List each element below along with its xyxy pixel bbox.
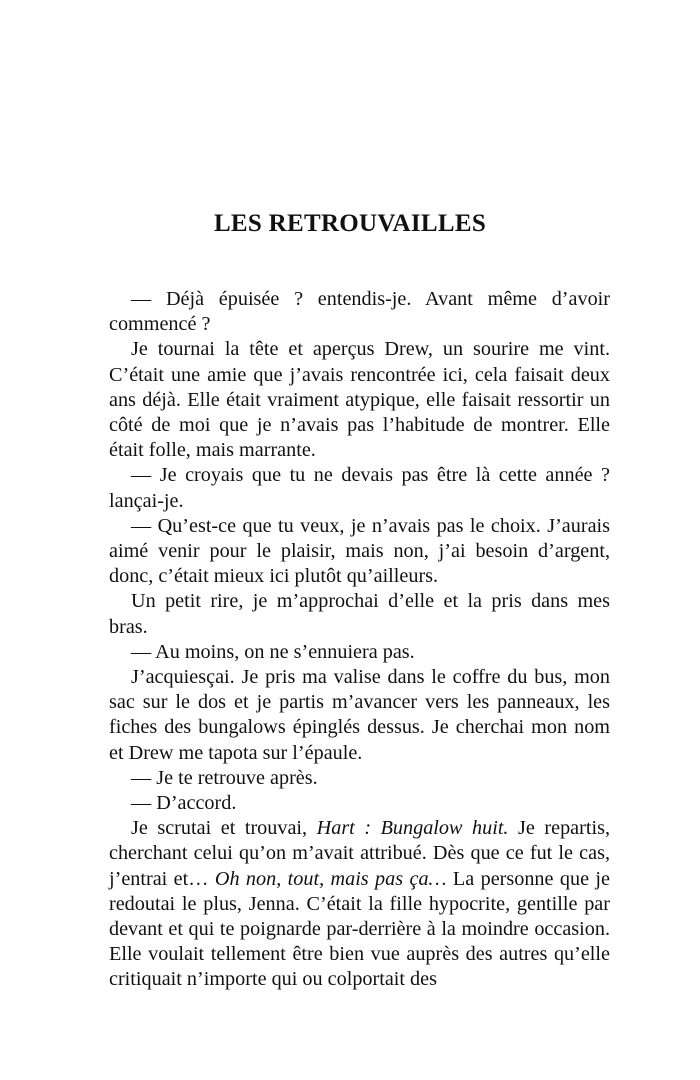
text-run: La personne que je redoutai le plus, Jenna. C’était la fille hypocrite, gentille par devant et qui te poignarde par-derrière à la moindre occasion. Elle voulait tellement être bien vue auprès des autres qu’elle critiquait n’importe qui ou colportait des — [109, 867, 611, 991]
paragraph: — Qu’est-ce que tu veux, je n’avais pas le choix. J’aurais aimé venir pour le plaisir, mais non, j’ai besoin d’argent, donc, c’était mieux ici plutôt qu’ailleurs. — [109, 514, 610, 588]
paragraph: — D’accord. — [131, 792, 237, 815]
paragraph: — Je croyais que tu ne devais pas être là cette année ? lançai-je. — [109, 464, 610, 512]
italic-inner-thought: Oh non, tout, mais pas ça… — [214, 867, 447, 890]
italic-bungalow-label: Hart : Bungalow huit. — [316, 817, 509, 840]
body-text — [109, 287, 610, 993]
paragraph: — Déjà épuisée ? entendis-je. Avant même d’avoir commencé ? — [109, 288, 610, 336]
paragraph: J’acquiesçai. Je pris ma valise dans le coffre du bus, mon sac sur le dos et je partis m’avancer vers les panneaux, les fiches des bungalows épinglés dessus. Je cherchai mon nom et Drew me tapota sur l’épaule. — [109, 666, 610, 764]
paragraph: Je tournai la tête et aperçus Drew, un sourire me vint. C’était une amie que j’avais rencontrée ici, cela faisait deux ans déjà. Elle était vraiment atypique, elle faisait ressortir un côté de moi que je n’avais pas l’habitude de montrer. Elle était folle, mais marrante. — [109, 338, 610, 462]
text-run: Je repartis, cherchant celui qu’on m’avait attribué. Dès que ce fut le cas, j’entrai et… — [109, 817, 610, 890]
paragraph: Un petit rire, je m’approchai d’elle et la pris dans mes bras. — [109, 590, 610, 638]
paragraph: — Je te retrouve après. — [131, 766, 318, 789]
text-run: Je scrutai et trouvai, — [131, 817, 317, 840]
chapter-title: LES RETROUVAILLES — [213, 210, 487, 237]
paragraph-with-italics — [109, 816, 610, 992]
paragraph: — Au moins, on ne s’ennuiera pas. — [131, 640, 415, 663]
